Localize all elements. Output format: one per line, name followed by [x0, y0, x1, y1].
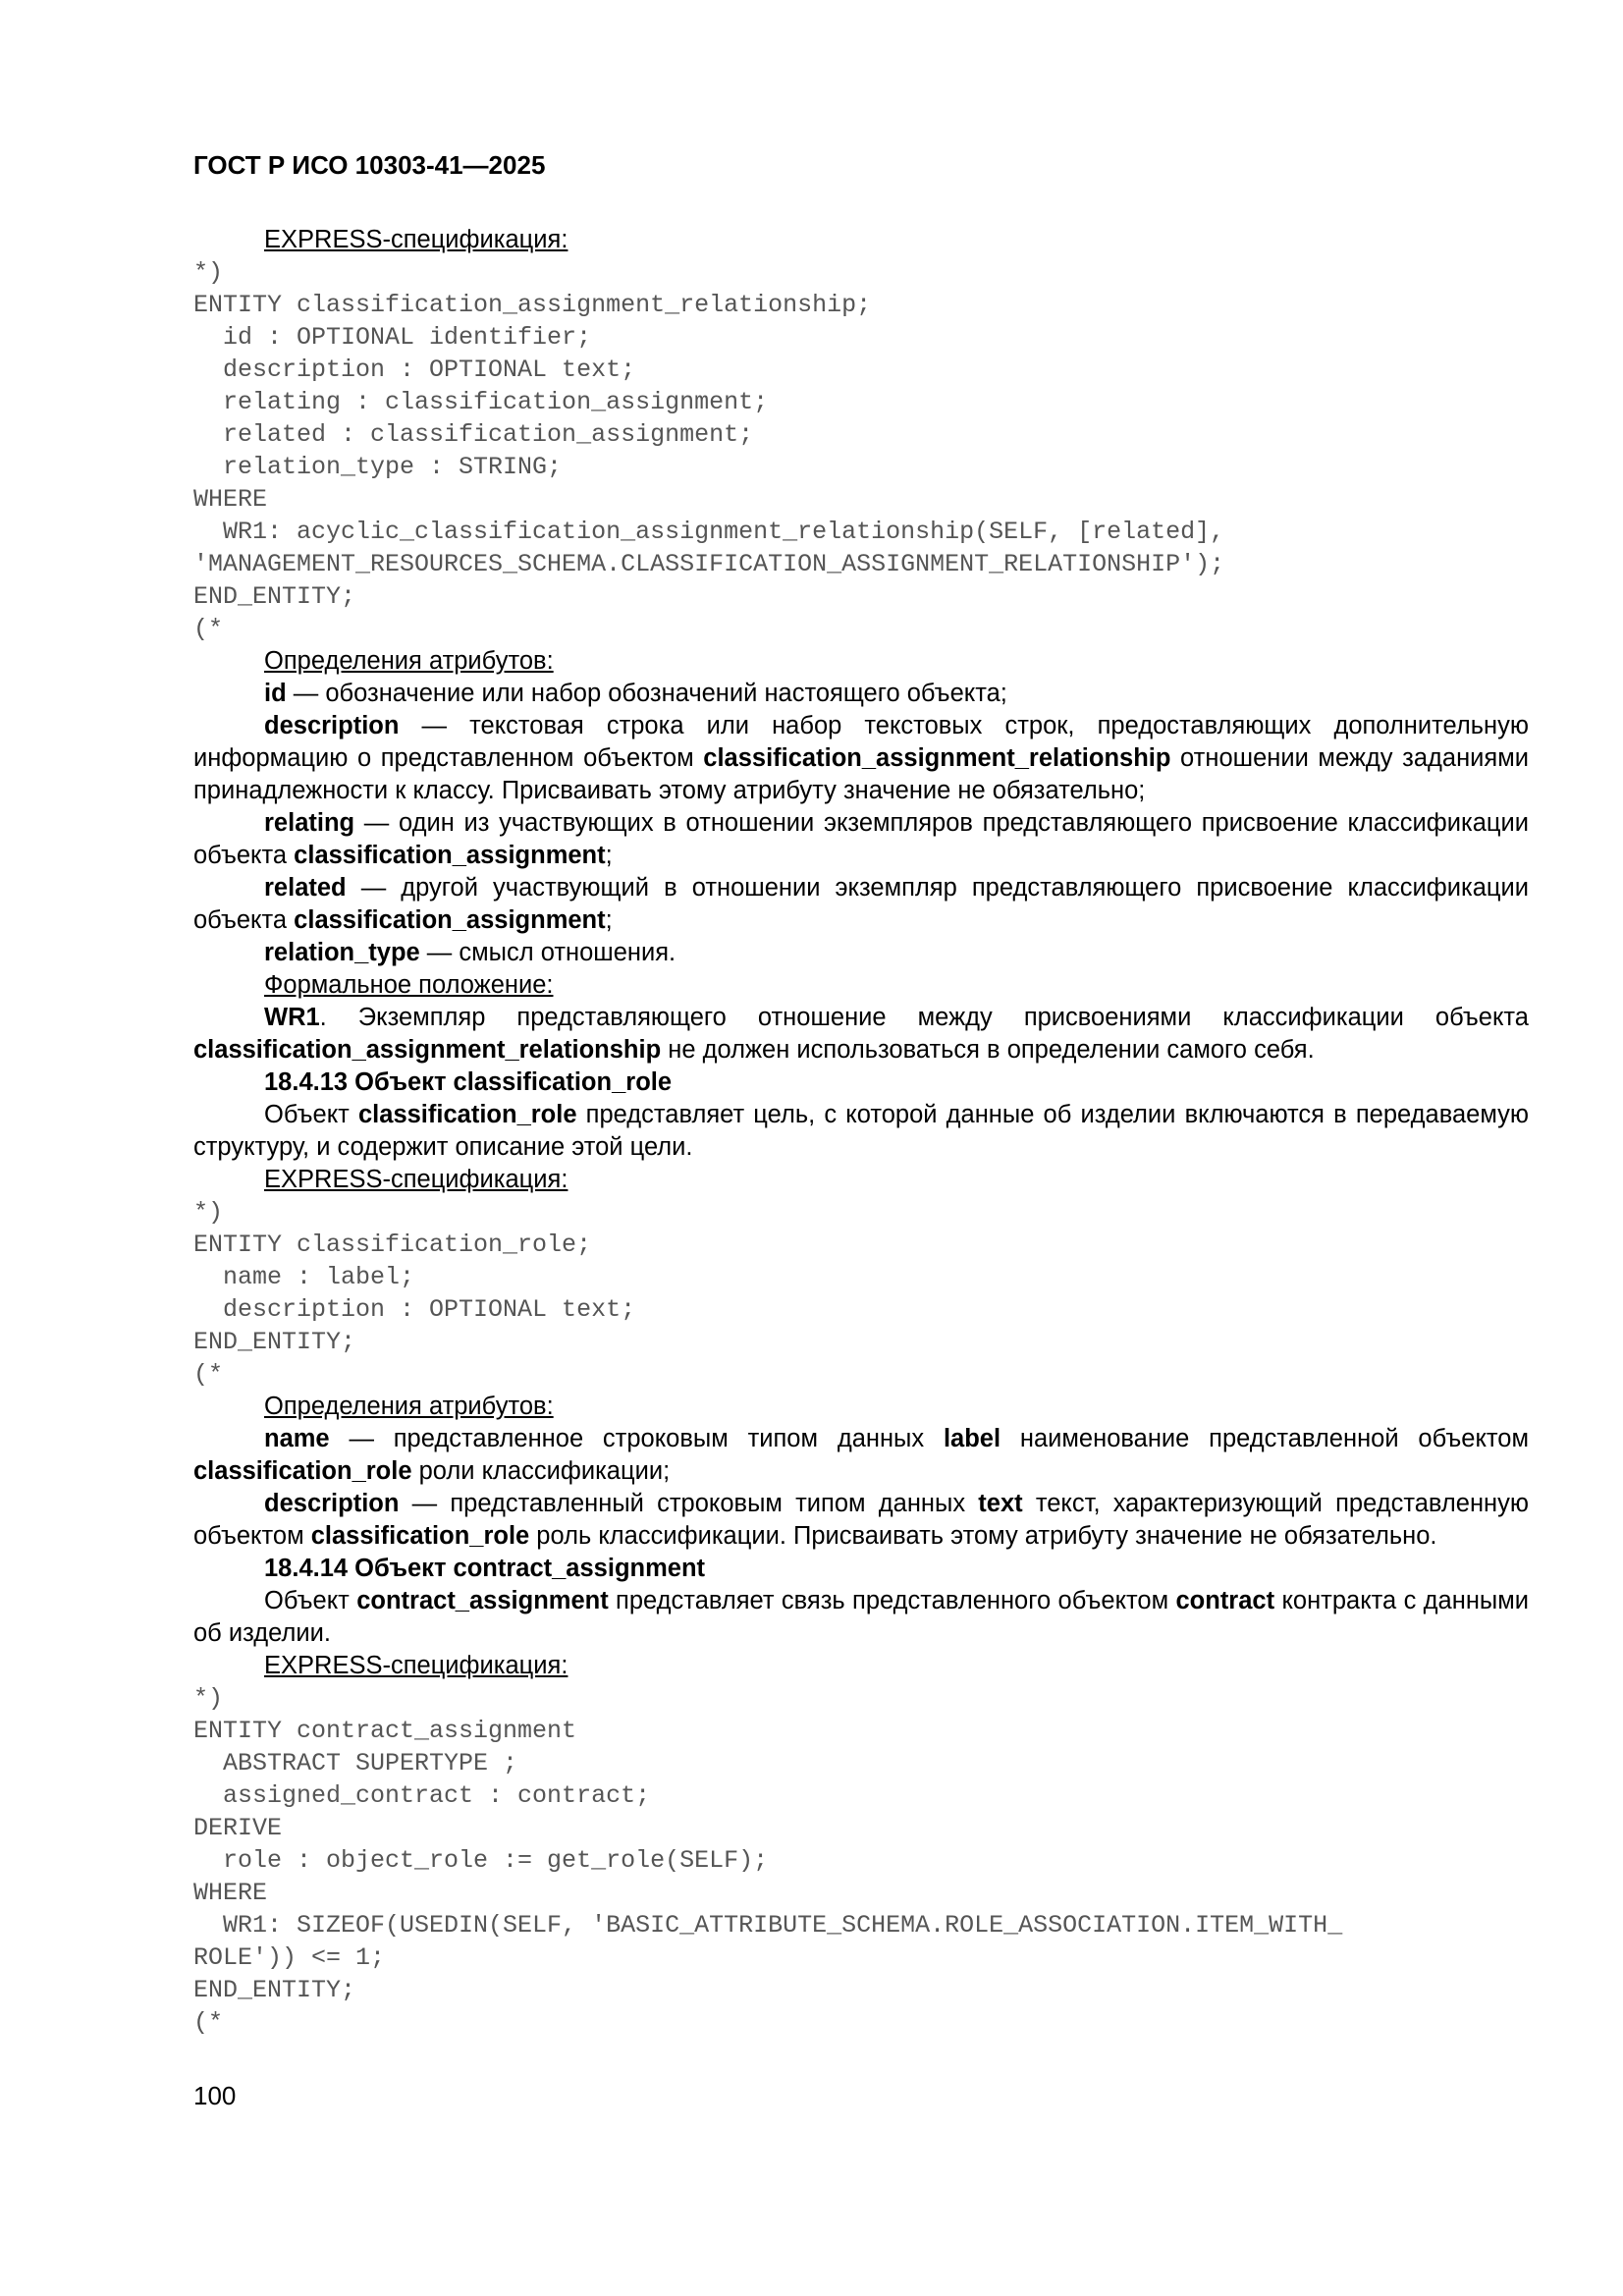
express-code-block: *) ENTITY classification_assignment_relationship; id : OPTIONAL identifier; description : OPTIONAL text; relating : classification_assignment; related : classification_assignment; relation_type : STRING; WHERE WR1: acyclic_classification_assignment_relationship(SELF, [related], 'MANAGEMENT_RESOURCES_SCHEMA.CLASSIFICATION_ASSIGNMENT_RELATIONSHIP'); END_ENTITY; (* [193, 258, 1225, 643]
attribute-term: description [264, 1490, 400, 1517]
entity-name: classification_role [310, 1522, 530, 1550]
formal-proposition-label [193, 969, 1529, 1002]
attribute-term: name [264, 1425, 330, 1452]
express-code-block: *) ENTITY contract_assignment ABSTRACT SUPERTYPE ; assigned_contract : contract; DERIVE role : object_role := get_role(SELF); WHERE WR1: SIZEOF(USEDIN(SELF, 'BASIC_ATTRIBUTE_SCHEMA.ROLE_ASSOCIATION.ITEM_WITH_ ROLE')) <= 1; END_ENTITY; (* [193, 1684, 1343, 2037]
rule-text: . Экземпляр представляющего отношение между присвоениями классификации объекта [319, 1004, 1529, 1031]
attribute-definition [193, 1488, 1529, 1553]
attribute-definitions-label [193, 1391, 1529, 1423]
intro-text: Объект [264, 1101, 358, 1128]
attribute-text: — текстовая строка или набор текстовых строк, предоставляющих дополнительную информацию о представленном объектом [193, 712, 1529, 772]
rule-text: не должен использоваться в определении самого себя. [661, 1036, 1315, 1064]
attribute-definitions-label-text: Определения атрибутов: [264, 1393, 554, 1420]
attribute-definitions-label-text: Определения атрибутов: [264, 647, 554, 675]
intro-text: контракта с данными об изделии. [193, 1587, 1530, 1647]
attribute-text: ; [605, 842, 613, 869]
express-spec-label [193, 1650, 1529, 1682]
attribute-text: ; [605, 906, 613, 934]
express-spec-label-text: EXPRESS-спецификация: [264, 226, 568, 253]
attribute-term: relating [264, 809, 355, 837]
page-content [193, 224, 1529, 2039]
attribute-text: — другой участвующий в отношении экземпляр представляющего присвоение классификации объекта [193, 874, 1529, 934]
entity-name: classification_role [193, 1457, 412, 1485]
formal-proposition [193, 1002, 1529, 1066]
document-header: ГОСТ Р ИСО 10303-41—2025 [193, 150, 546, 180]
type-name: label [943, 1425, 1001, 1452]
attribute-definition [193, 678, 1529, 710]
attribute-definition [193, 1423, 1529, 1488]
express-spec-label-text: EXPRESS-спецификация: [264, 1652, 568, 1679]
entity-name: classification_assignment_relationship [193, 1036, 662, 1064]
entity-name: classification_assignment_relationship [703, 744, 1171, 772]
entity-name: classification_assignment [294, 906, 606, 934]
attribute-term: id [264, 680, 287, 707]
attribute-definition [193, 710, 1529, 807]
attribute-definitions-label [193, 645, 1529, 678]
section-heading: 18.4.13 Объект classification_role [264, 1068, 673, 1096]
intro-text: Объект [264, 1587, 357, 1614]
attribute-text: — обозначение или набор обозначений настоящего объекта; [286, 680, 1007, 707]
express-code-block: *) ENTITY classification_role; name : label; description : OPTIONAL text; END_ENTITY; (* [193, 1198, 636, 1389]
attribute-text: роли классификации; [411, 1457, 671, 1485]
attribute-text: — смысл отношения. [419, 939, 676, 966]
express-spec-label [193, 224, 1529, 256]
intro-text: представляет связь представленного объектом [608, 1587, 1176, 1614]
section-intro [193, 1099, 1529, 1164]
attribute-text: текст, характеризующий представленную объектом [193, 1490, 1529, 1550]
attribute-term: relation_type [264, 939, 420, 966]
attribute-term: related [264, 874, 347, 902]
attribute-text: наименование представленной объектом [1001, 1425, 1529, 1452]
type-name: text [978, 1490, 1023, 1517]
intro-text: представляет цель, с которой данные об изделии включаются в передаваемую структуру, и содержит описание этой цели. [193, 1101, 1530, 1161]
attribute-text: — представленное строковым типом данных [329, 1425, 944, 1452]
formal-proposition-label-text: Формальное положение: [264, 971, 554, 999]
section-intro [193, 1585, 1529, 1650]
page-number: 100 [193, 2081, 237, 2110]
attribute-definition [193, 872, 1529, 937]
express-spec-label [193, 1164, 1529, 1196]
express-spec-label-text: EXPRESS-спецификация: [264, 1166, 568, 1193]
entity-name: contract_assignment [356, 1587, 609, 1614]
section-heading: 18.4.14 Объект contract_assignment [264, 1555, 706, 1582]
attribute-definition [193, 807, 1529, 872]
attribute-text: — один из участвующих в отношении экземпляров представляющего присвоение классификации объекта [193, 809, 1529, 869]
attribute-text: роль классификации. Присваивать этому атрибуту значение не обязательно. [529, 1522, 1437, 1550]
attribute-definition [193, 937, 1529, 969]
entity-name: classification_role [358, 1101, 577, 1128]
entity-name: contract [1175, 1587, 1275, 1614]
attribute-term: description [264, 712, 400, 739]
attribute-text: отношении между заданиями принадлежности к классу. Присваивать этому атрибуту значение не обязательно; [193, 744, 1529, 804]
entity-name: classification_assignment [294, 842, 606, 869]
rule-term: WR1 [264, 1004, 320, 1031]
attribute-text: — представленный строковым типом данных [399, 1490, 979, 1517]
